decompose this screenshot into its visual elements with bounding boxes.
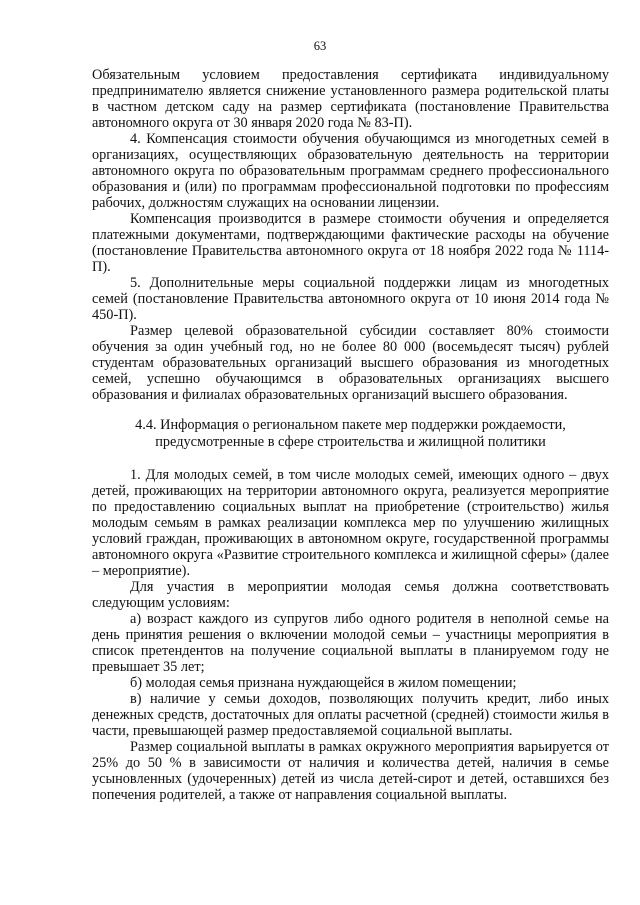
spacer	[92, 450, 609, 467]
paragraph-young-families: 1. Для молодых семей, в том числе молодых семей, имеющих одного – двух детей, проживающих на территории автономного округа, реализуется мероприятие по предоставлению социальных выплат на приобретение (строительство) жилья молодым семьям в рамках реализации комплекса мер по улучшению жилищных условий граждан, проживающих в автономном округе, государственной программы автономного округа «Развитие строительного комплекса и жилищной сферы» (далее – мероприятие).	[92, 467, 609, 579]
paragraph-participation-conditions: Для участия в мероприятии молодая семья должна соответствовать следующим условиям:	[92, 579, 609, 611]
list-item-age-condition: а) возраст каждого из супругов либо одного родителя в неполной семье на день принятия решения о включении молодой семьи – участницы мероприятия в список претендентов на получение социальной выплаты в планируемом году не превышает 35 лет;	[92, 611, 609, 675]
paragraph-additional-measures: 5. Дополнительные меры социальной поддержки лицам из многодетных семей (постановление Правительства автономного округа от 10 июня 2014 года № 450-П).	[92, 275, 609, 323]
section-heading	[92, 417, 609, 450]
page-number: 63	[313, 39, 327, 53]
paragraph-certificate-condition: Обязательным условием предоставления сертификата индивидуальному предпринимателю является снижение установленного размера родительской платы в частном детском саду на размер сертификата (постановление Правительства автономного округа от 30 января 2020 года № 83-П).	[92, 67, 609, 131]
paragraph-subsidy-amount: Размер целевой образовательной субсидии составляет 80% стоимости обучения за один учебный год, но не более 80 000 (восемьдесят тысяч) рублей студентам образовательных организаций высшего образования из многодетных семей, успешно обучающимся в образовательных организациях высшего образования и филиалах образовательных организаций высшего образования.	[92, 323, 609, 403]
list-item-income-condition: в) наличие у семьи доходов, позволяющих получить кредит, либо иных денежных средств, достаточных для оплаты расчетной (средней) стоимости жилья в части, превышающей размер предоставляемой социальной выплаты.	[92, 691, 609, 739]
list-item-housing-need: б) молодая семья признана нуждающейся в жилом помещении;	[130, 675, 517, 691]
paragraph-compensation-amount: Компенсация производится в размере стоимости обучения и определяется платежными документами, подтверждающими фактические расходы на обучение (постановление Правительства автономного округа от 18 ноября 2022 года № 1114-П).	[92, 211, 609, 275]
paragraph-compensation-education: 4. Компенсация стоимости обучения обучающимся из многодетных семей в организациях, осуществляющих образовательную деятельность на территории автономного округа по образовательным программам среднего профессионального образования и (или) по программам профессиональной подготовки по профессиям рабочих, должностям служащих на основании лицензии.	[92, 131, 609, 211]
section-heading-line-1: 4.4. Информация о региональном пакете мер поддержки рождаемости,	[135, 417, 566, 433]
section-heading-line-2: предусмотренные в сфере строительства и жилищной политики	[155, 433, 546, 450]
paragraph-payment-size: Размер социальной выплаты в рамках окружного мероприятия варьируется от 25% до 50 % в зависимости от наличия и количества детей, наличия в семье усыновленных (удочеренных) детей из числа детей-сирот и детей, оставшихся без попечения родителей, а также от направления социальной выплаты.	[92, 739, 609, 803]
document-body	[92, 67, 609, 803]
